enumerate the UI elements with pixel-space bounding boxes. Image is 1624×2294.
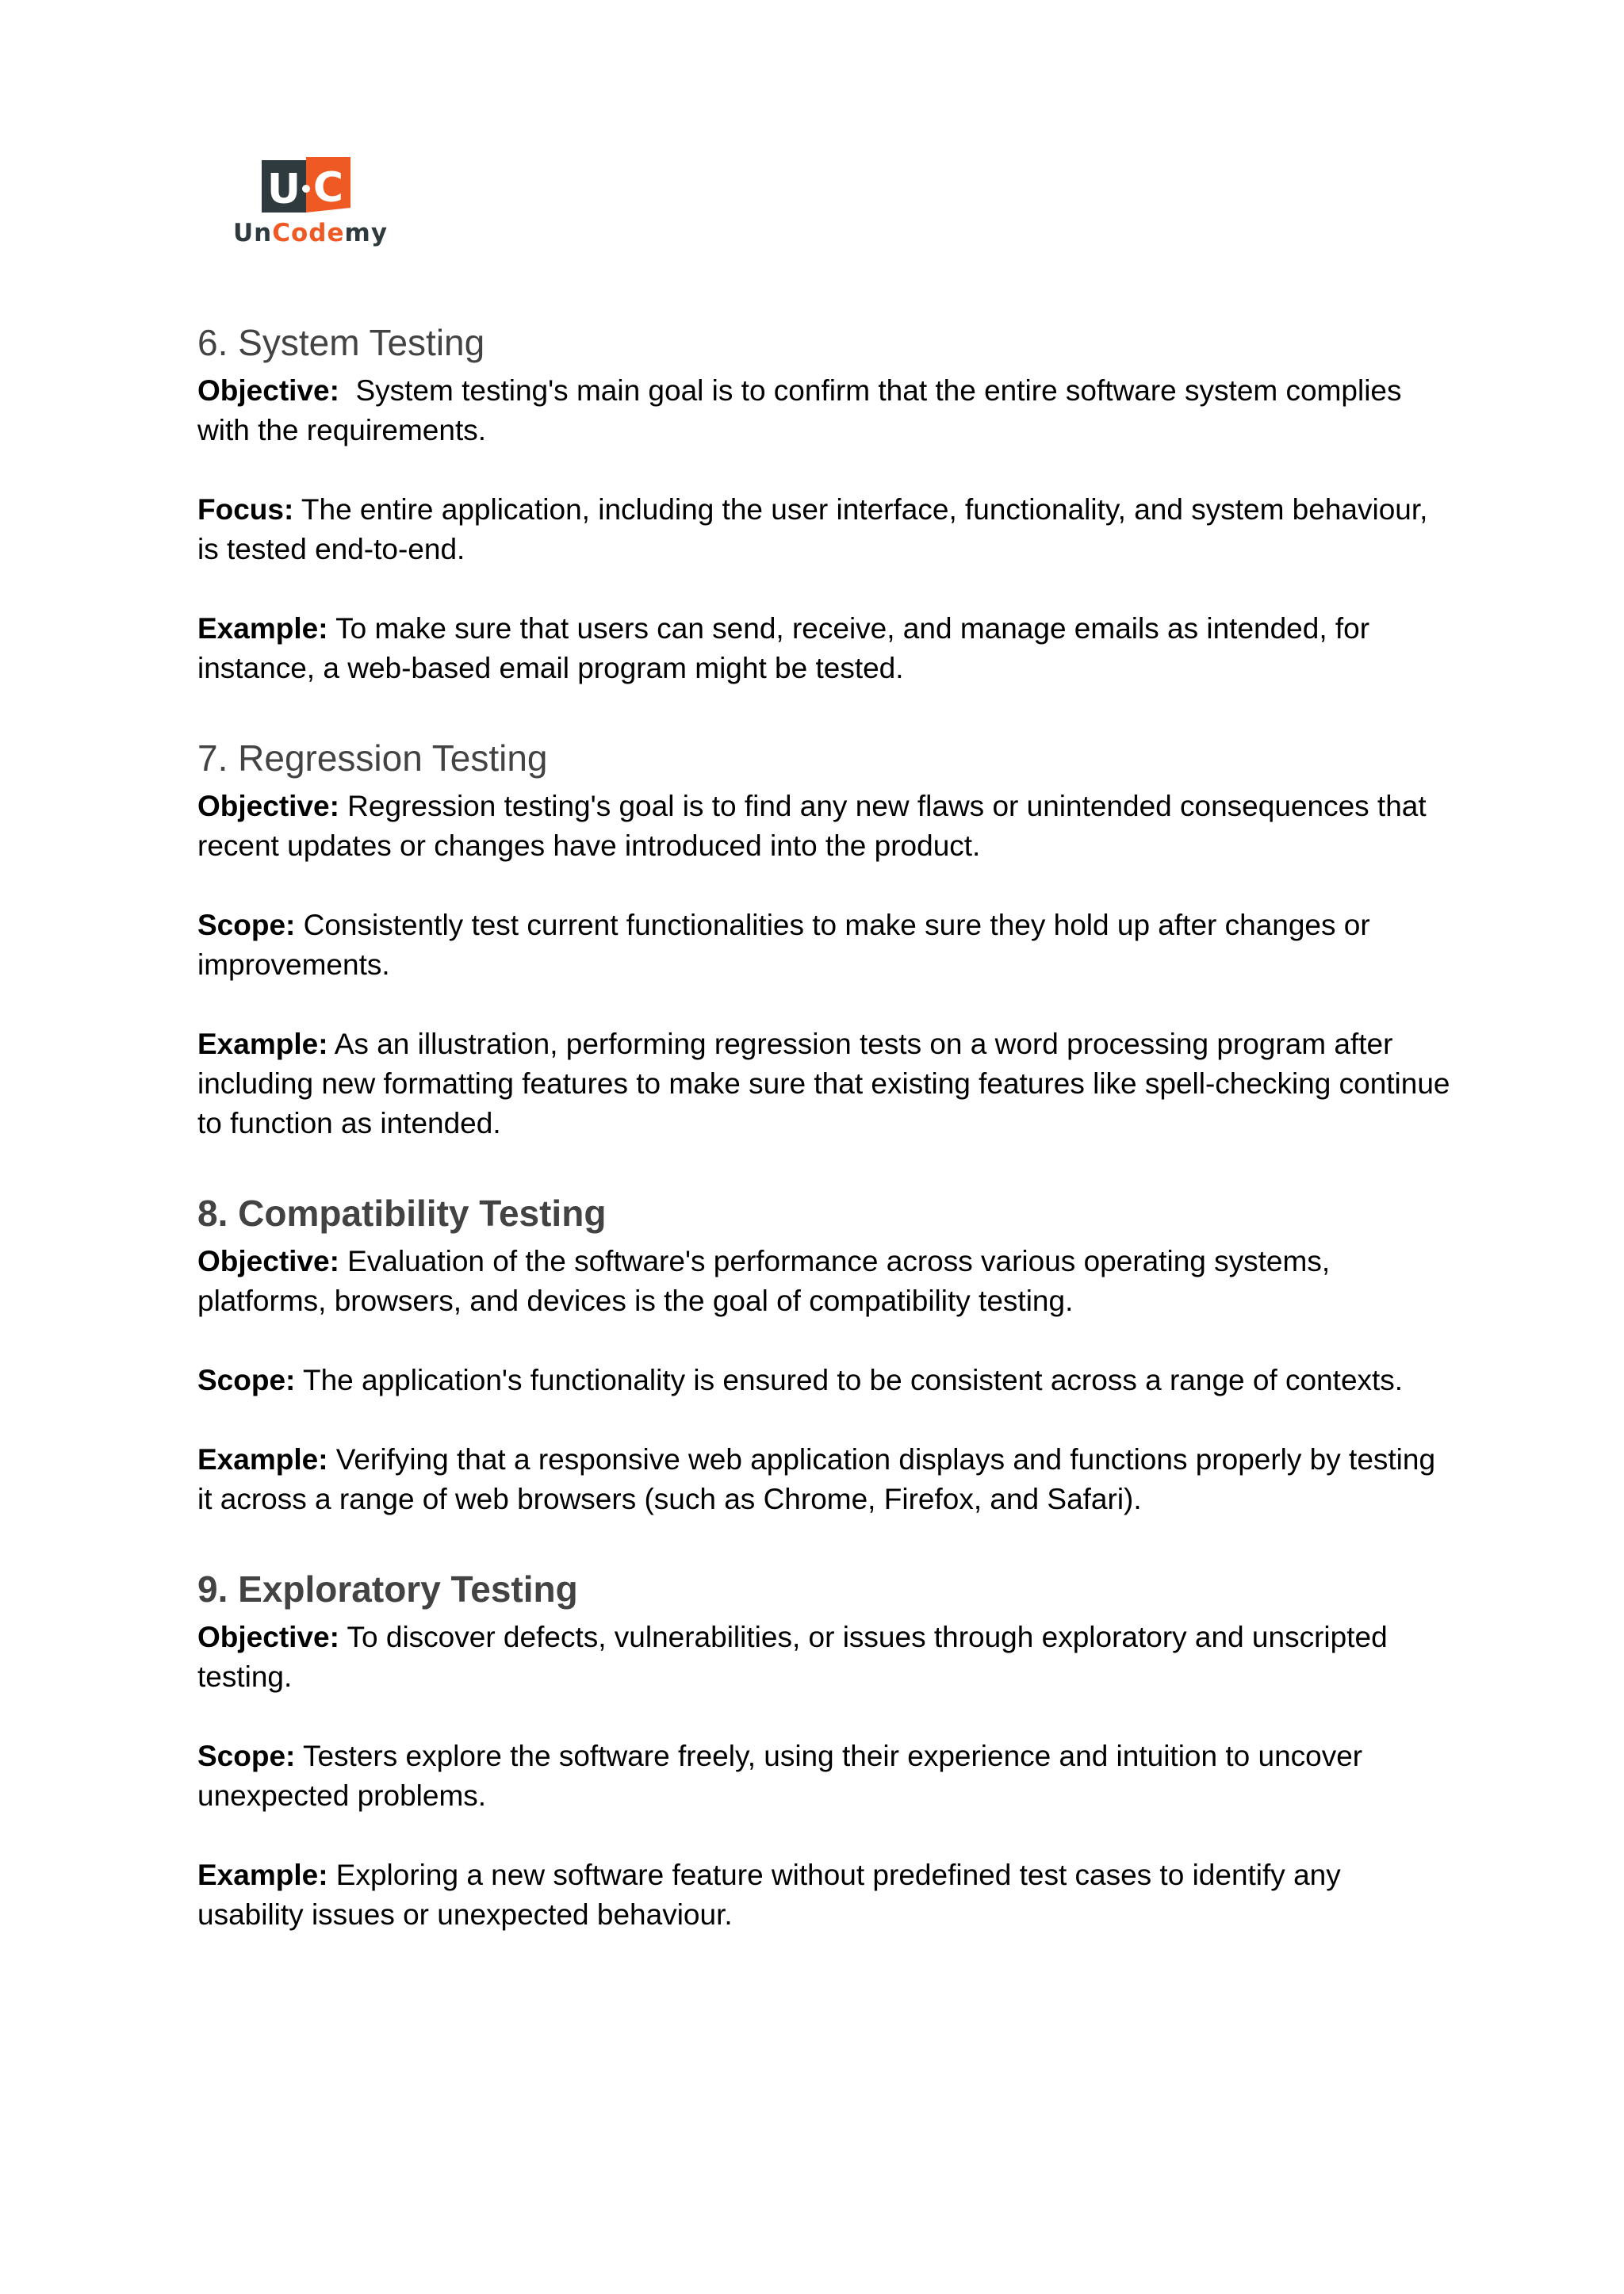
paragraph-text: Regression testing's goal is to find any new flaws or unintended consequences that recent updates or changes have introduced into the product.: [197, 790, 1427, 862]
term-label: Example:: [197, 612, 328, 645]
term-label: Objective:: [197, 374, 339, 407]
term-label: Objective:: [197, 1245, 339, 1277]
example-paragraph: [197, 609, 1450, 688]
term-label: Objective:: [197, 790, 339, 822]
term-label: Scope:: [197, 1740, 296, 1772]
objective-paragraph: [197, 1242, 1450, 1321]
paragraph-text: Evaluation of the software's performance across various operating systems, platforms, browsers, and devices is the goal of compatibility testing.: [197, 1245, 1331, 1317]
logo-letter-c: C: [312, 164, 344, 212]
paragraph-text: Verifying that a responsive web application displays and functions properly by testing it across a range of web browsers (such as Chrome, Firefox, and Safari).: [197, 1443, 1436, 1515]
term-label: Focus:: [197, 493, 294, 526]
objective-paragraph: [197, 371, 1450, 450]
section-heading: 8. Compatibility Testing: [197, 1193, 607, 1234]
objective-paragraph: [197, 1618, 1450, 1697]
term-label: Example:: [197, 1443, 328, 1476]
logo-wordmark: [233, 219, 388, 247]
paragraph-text: The application's functionality is ensured to be consistent across a range of contexts.: [295, 1364, 1404, 1396]
term-label: Example:: [197, 1028, 328, 1060]
uc-logo-mark: [262, 157, 350, 216]
paragraph-text: As an illustration, performing regression tests on a word processing program after including new formatting features to make sure that existing features like spell-checking continue to function as intended.: [197, 1028, 1450, 1139]
paragraph-text: To make sure that users can send, receive, and manage emails as intended, for instance, a web-based email program might be tested.: [197, 612, 1370, 684]
section-system-testing: [197, 314, 1450, 688]
section-heading: 6. System Testing: [197, 322, 485, 363]
logo-letter-u: U: [266, 166, 301, 213]
paragraph-text: The entire application, including the user interface, functionality, and system behaviour, is tested end-to-end.: [197, 493, 1428, 565]
term-label: Example:: [197, 1859, 328, 1891]
scope-paragraph: [197, 906, 1450, 985]
paragraph-text: Testers explore the software freely, using their experience and intuition to uncover unexpected problems.: [197, 1740, 1363, 1812]
example-paragraph: [197, 1855, 1450, 1935]
term-label: Objective:: [197, 1621, 339, 1653]
section-heading: 9. Exploratory Testing: [197, 1568, 578, 1610]
objective-paragraph: [197, 787, 1450, 866]
wordmark-my: my: [344, 219, 389, 247]
section-heading: 7. Regression Testing: [197, 737, 548, 779]
logo-dot: [302, 185, 310, 193]
wordmark-un: Un: [233, 219, 273, 247]
wordmark-code: Code: [272, 219, 345, 247]
focus-paragraph: [197, 490, 1450, 569]
document-body: [197, 314, 1450, 1935]
section-regression-testing: [197, 730, 1450, 1143]
uncodemy-logo: [230, 155, 389, 254]
example-paragraph: [197, 1024, 1450, 1143]
section-exploratory-testing: [197, 1561, 1450, 1935]
term-label: Scope:: [197, 1364, 296, 1396]
term-label: Scope:: [197, 909, 296, 941]
scope-paragraph: [197, 1737, 1450, 1816]
paragraph-text: System testing's main goal is to confirm that the entire software system complies with the requirements.: [197, 374, 1410, 446]
section-compatibility-testing: [197, 1185, 1450, 1519]
paragraph-text: Exploring a new software feature without predefined test cases to identify any usability issues or unexpected behaviour.: [197, 1859, 1341, 1931]
paragraph-text: To discover defects, vulnerabilities, or issues through exploratory and unscripted testing.: [197, 1621, 1388, 1693]
scope-paragraph: [197, 1361, 1450, 1400]
paragraph-text: Consistently test current functionalities to make sure they hold up after changes or improvements.: [197, 909, 1370, 981]
example-paragraph: [197, 1440, 1450, 1519]
